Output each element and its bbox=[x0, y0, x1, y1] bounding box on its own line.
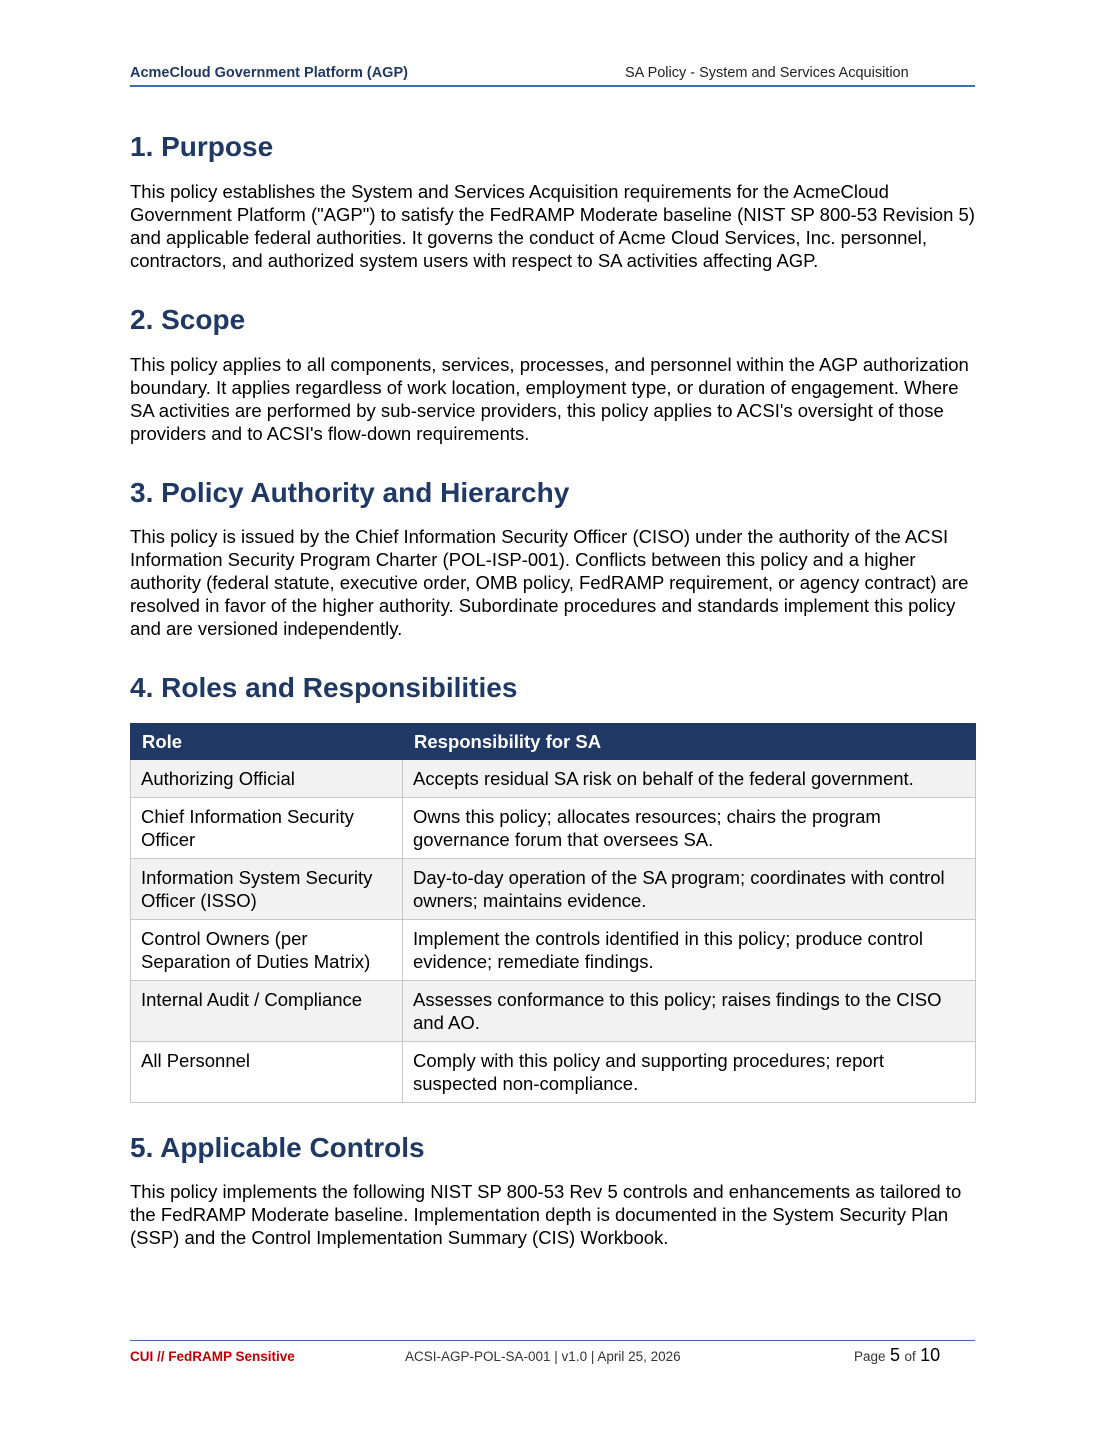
column-header-role: Role bbox=[131, 724, 403, 760]
table-row bbox=[131, 1042, 976, 1103]
role-cell: Authorizing Official bbox=[131, 760, 403, 798]
responsibility-cell: Comply with this policy and supporting procedures; report suspected non-compliance. bbox=[403, 1042, 976, 1103]
role-cell: Information System Security Officer (ISSO) bbox=[131, 859, 403, 920]
page-total: 10 bbox=[920, 1345, 941, 1365]
table-row bbox=[131, 859, 976, 920]
header-platform-name: AcmeCloud Government Platform (AGP) bbox=[130, 65, 408, 81]
section-scope-title: 2. Scope bbox=[130, 304, 246, 335]
section-scope-body: This policy applies to all components, services, processes, and personnel within the AGP authorization boundary. It applies regardless of work location, employment type, or duration of engagement. Where SA activities are performed by sub-service providers, this policy applies to ACSI's oversight of those providers and to ACSI's flow-down requirements. bbox=[130, 354, 969, 444]
section-authority-title: 3. Policy Authority and Hierarchy bbox=[130, 477, 570, 508]
role-cell: Internal Audit / Compliance bbox=[131, 981, 403, 1042]
section-roles-title: 4. Roles and Responsibilities bbox=[130, 672, 518, 703]
section-controls-body: This policy implements the following NIST SP 800-53 Rev 5 controls and enhancements as tailored to the FedRAMP Moderate baseline. Implementation depth is documented in the System Security Plan (SSP) and the Control Implementation Summary (CIS) Workbook. bbox=[130, 1181, 962, 1248]
responsibility-cell: Implement the controls identified in this policy; produce control evidence; remediate findings. bbox=[403, 920, 976, 981]
of-label: of bbox=[904, 1349, 916, 1364]
responsibility-cell: Assesses conformance to this policy; raises findings to the CISO and AO. bbox=[403, 981, 976, 1042]
responsibility-cell: Day-to-day operation of the SA program; coordinates with control owners; maintains evidence. bbox=[403, 859, 976, 920]
responsibility-cell: Accepts residual SA risk on behalf of the federal government. bbox=[403, 760, 976, 798]
document-id: ACSI-AGP-POL-SA-001 | v1.0 | April 25, 2026 bbox=[405, 1349, 681, 1364]
page-header bbox=[130, 63, 975, 87]
column-header-responsibility: Responsibility for SA bbox=[403, 724, 976, 760]
page-number: 5 bbox=[889, 1345, 900, 1365]
responsibility-cell: Owns this policy; allocates resources; chairs the program governance forum that oversees SA. bbox=[403, 798, 976, 859]
header-document-title: SA Policy - System and Services Acquisition bbox=[625, 65, 909, 81]
page-label: Page bbox=[854, 1349, 886, 1364]
table-row bbox=[131, 981, 976, 1042]
section-authority-body: This policy is issued by the Chief Information Security Officer (CISO) under the authority of the ACSI Information Security Program Charter (POL-ISP-001). Conflicts between this policy and a higher authority (federal statute, executive order, OMB policy, FedRAMP requirement, or agency contract) are resolved in favor of the higher authority. Subordinate procedures and standards implement this policy and are versioned independently. bbox=[130, 526, 969, 639]
table-header-row bbox=[131, 724, 976, 760]
roles-table bbox=[130, 723, 976, 1103]
role-cell: Control Owners (per Separation of Duties Matrix) bbox=[131, 920, 403, 981]
section-purpose-title: 1. Purpose bbox=[130, 131, 274, 162]
table-row bbox=[131, 760, 976, 798]
page-footer bbox=[130, 1340, 975, 1365]
section-controls-title: 5. Applicable Controls bbox=[130, 1132, 425, 1163]
role-cell: All Personnel bbox=[131, 1042, 403, 1103]
cui-marking: CUI // FedRAMP Sensitive bbox=[130, 1349, 295, 1364]
section-purpose-body: This policy establishes the System and Services Acquisition requirements for the AcmeCloud Government Platform ("AGP") to satisfy the FedRAMP Moderate baseline (NIST SP 800-53 Revision 5) and applicable federal authorities. It governs the conduct of Acme Cloud Services, Inc. personnel, contractors, and authorized system users with respect to SA activities affecting AGP. bbox=[130, 181, 975, 271]
document-body bbox=[130, 128, 975, 1249]
table-row bbox=[131, 798, 976, 859]
role-cell: Chief Information Security Officer bbox=[131, 798, 403, 859]
table-row bbox=[131, 920, 976, 981]
page-indicator bbox=[854, 1345, 940, 1366]
